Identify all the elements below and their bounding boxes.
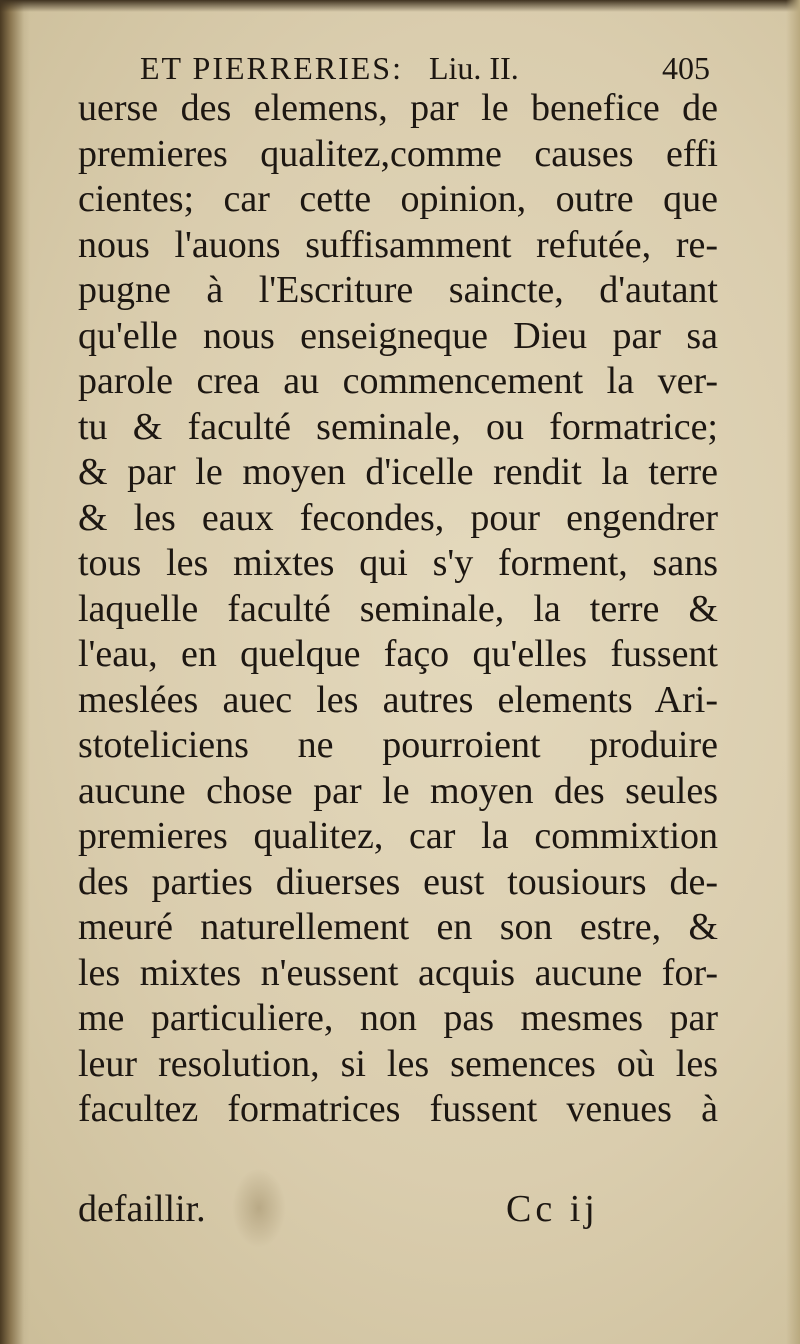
text-line: tu & faculté seminale, ou formatrice; bbox=[78, 405, 718, 448]
text-line: leur resolution, si les semences où les bbox=[78, 1042, 718, 1085]
text-line: meuré naturellement en son estre, & bbox=[78, 906, 718, 948]
folio-number: 405 bbox=[662, 50, 710, 86]
text-line: premieres qualitez, car la commixtion bbox=[78, 815, 718, 857]
text-line: & par le moyen d'icelle rendit la terre bbox=[78, 451, 718, 493]
final-text-line: defaillir. bbox=[78, 1188, 206, 1230]
text-line: cientes; car cette opinion, outre que bbox=[78, 178, 718, 220]
text-line: des parties diuerses eust tousiours de- bbox=[78, 860, 718, 903]
signature-mark: Cc ij bbox=[506, 1188, 599, 1230]
page-footer bbox=[78, 1184, 718, 1234]
text-line: uerse des elemens, par le benefice de bbox=[78, 87, 718, 129]
body-text bbox=[78, 86, 718, 1133]
text-line: parole crea au commencement la ver- bbox=[78, 360, 718, 402]
book-reference: Liu. II. bbox=[428, 50, 519, 86]
text-line: facultez formatrices fussent venues à bbox=[78, 1088, 718, 1130]
text-line: premieres qualitez,comme causes effi bbox=[78, 132, 718, 175]
text-line: meslées auec les autres elements Ari- bbox=[78, 678, 718, 721]
text-line: nous l'auons suffisamment refutée, re- bbox=[78, 223, 718, 266]
text-line: aucune chose par le moyen des seules bbox=[78, 769, 718, 812]
text-line: & les eaux fecondes, pour engendrer bbox=[78, 496, 718, 539]
right-edge-shadow bbox=[786, 0, 800, 1344]
text-line: me particuliere, non pas mesmes par bbox=[78, 997, 718, 1039]
text-line: stoteliciens ne pourroient produire bbox=[78, 724, 718, 766]
text-line: les mixtes n'eussent acquis aucune for- bbox=[78, 951, 718, 994]
text-line: l'eau, en quelque faço qu'elles fussent bbox=[78, 633, 718, 675]
text-line: qu'elle nous enseigneque Dieu par sa bbox=[78, 314, 718, 357]
running-head: ET PIERRERIES: bbox=[140, 50, 403, 86]
text-line: pugne à l'Escriture saincte, d'autant bbox=[78, 269, 718, 311]
text-line: tous les mixtes qui s'y forment, sans bbox=[78, 542, 718, 584]
text-line: laquelle faculté seminale, la terre & bbox=[78, 587, 718, 630]
binding-shadow bbox=[0, 0, 30, 1344]
top-edge-shadow bbox=[0, 0, 800, 12]
